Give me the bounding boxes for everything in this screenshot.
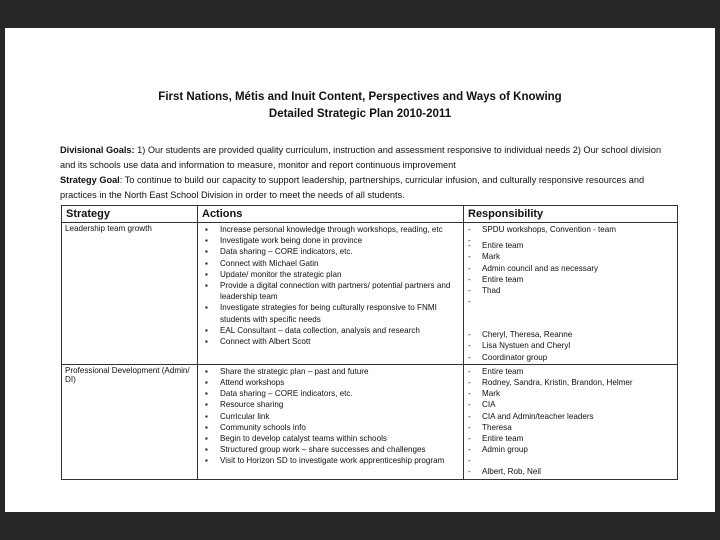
responsibility-item: - Cheryl, Theresa, Reanne xyxy=(467,329,674,340)
responsibility-item: - Rodney, Sandra, Kristin, Brandon, Helmer xyxy=(467,377,674,388)
strategy-cell: Professional Development (Admin/ DI) xyxy=(62,364,198,479)
table-row xyxy=(62,364,678,479)
action-item: ▪ Resource sharing xyxy=(201,399,460,410)
header-responsibility: Responsibility xyxy=(464,206,678,223)
responsibility-item: - CIA xyxy=(467,399,674,410)
actions-cell xyxy=(198,223,464,365)
strategy-goal xyxy=(60,173,672,203)
divisional-goals-text: 1) Our students are provided quality curriculum, instruction and assessment responsive to individual needs 2) Our school division and its schools use data and information to measure, monitor and report continuous improvement xyxy=(60,145,662,171)
responsibility-cell xyxy=(464,364,678,479)
strategy-goal-text: : To continue to build our capacity to support leadership, partnerships, curricular infusion, and culturally responsive resources and practices in the North East School Division in order to meet the needs of all students. xyxy=(60,175,645,201)
document-page xyxy=(5,28,715,512)
responsibility-item: - Coordinator group xyxy=(467,352,674,363)
action-item: ▪ Provide a digital connection with partners/ potential partners and leadership team xyxy=(201,280,460,302)
action-item: ▪ Data sharing – CORE indicators, etc. xyxy=(201,388,460,399)
responsibility-item: - Thad xyxy=(467,285,674,296)
strategy-goal-label: Strategy Goal xyxy=(60,175,120,185)
responsibility-item: - Lisa Nystuen and Cheryl xyxy=(467,340,674,351)
responsibility-item: - Mark xyxy=(467,251,674,262)
action-item: ▪ Increase personal knowledge through workshops, reading, etc xyxy=(201,224,460,235)
responsibility-item: - Albert, Rob, Neil xyxy=(467,466,674,477)
divisional-goals-label: Divisional Goals: xyxy=(60,145,135,155)
strategic-plan-table xyxy=(61,205,678,480)
responsibility-item: - Theresa xyxy=(467,422,674,433)
responsibility-item: - CIA and Admin/teacher leaders xyxy=(467,411,674,422)
action-item: ▪ Connect with Michael Gatin xyxy=(201,258,460,269)
responsibility-item: - Mark xyxy=(467,388,674,399)
action-item: ▪ Structured group work – share successes and challenges xyxy=(201,444,460,455)
table-header-row xyxy=(62,206,678,223)
responsibility-item: - Entire team xyxy=(467,274,674,285)
responsibility-item: - SPDU workshops, Convention - team xyxy=(467,224,674,235)
responsibility-item: - Entire team xyxy=(467,433,674,444)
strategy-cell: Leadership team growth xyxy=(62,223,198,365)
action-item: ▪ EAL Consultant – data collection, analysis and research xyxy=(201,325,460,336)
action-item: ▪ Update/ monitor the strategic plan xyxy=(201,269,460,280)
action-item: ▪ Connect with Albert Scott xyxy=(201,336,460,347)
header-strategy: Strategy xyxy=(62,206,198,223)
document-title: First Nations, Métis and Inuit Content, Perspectives and Ways of Knowing xyxy=(158,91,562,103)
divisional-goals xyxy=(60,143,672,173)
document-subtitle: Detailed Strategic Plan 2010-2011 xyxy=(268,108,452,120)
responsibility-item: - Entire team xyxy=(467,366,674,377)
action-item: ▪ Community schools info xyxy=(201,422,460,433)
header-actions: Actions xyxy=(198,206,464,223)
action-item: ▪ Investigate work being done in province xyxy=(201,235,460,246)
action-item: ▪ Data sharing – CORE indicators, etc. xyxy=(201,246,460,257)
action-item: ▪ Share the strategic plan – past and future xyxy=(201,366,460,377)
responsibility-cell xyxy=(464,223,678,365)
table-row xyxy=(62,223,678,365)
action-item: ▪ Investigate strategies for being culturally responsive to FNMI students with specific needs xyxy=(201,302,460,324)
action-item: ▪ Visit to Horizon SD to investigate work apprenticeship program xyxy=(201,455,460,466)
actions-cell xyxy=(198,364,464,479)
responsibility-item: - Admin group xyxy=(467,444,674,455)
action-item: ▪ Curricular link xyxy=(201,411,460,422)
responsibility-item: - Entire team xyxy=(467,240,674,251)
action-item: ▪ Begin to develop catalyst teams within schools xyxy=(201,433,460,444)
responsibility-item: - Admin council and as necessary xyxy=(467,263,674,274)
action-item: ▪ Attend workshops xyxy=(201,377,460,388)
